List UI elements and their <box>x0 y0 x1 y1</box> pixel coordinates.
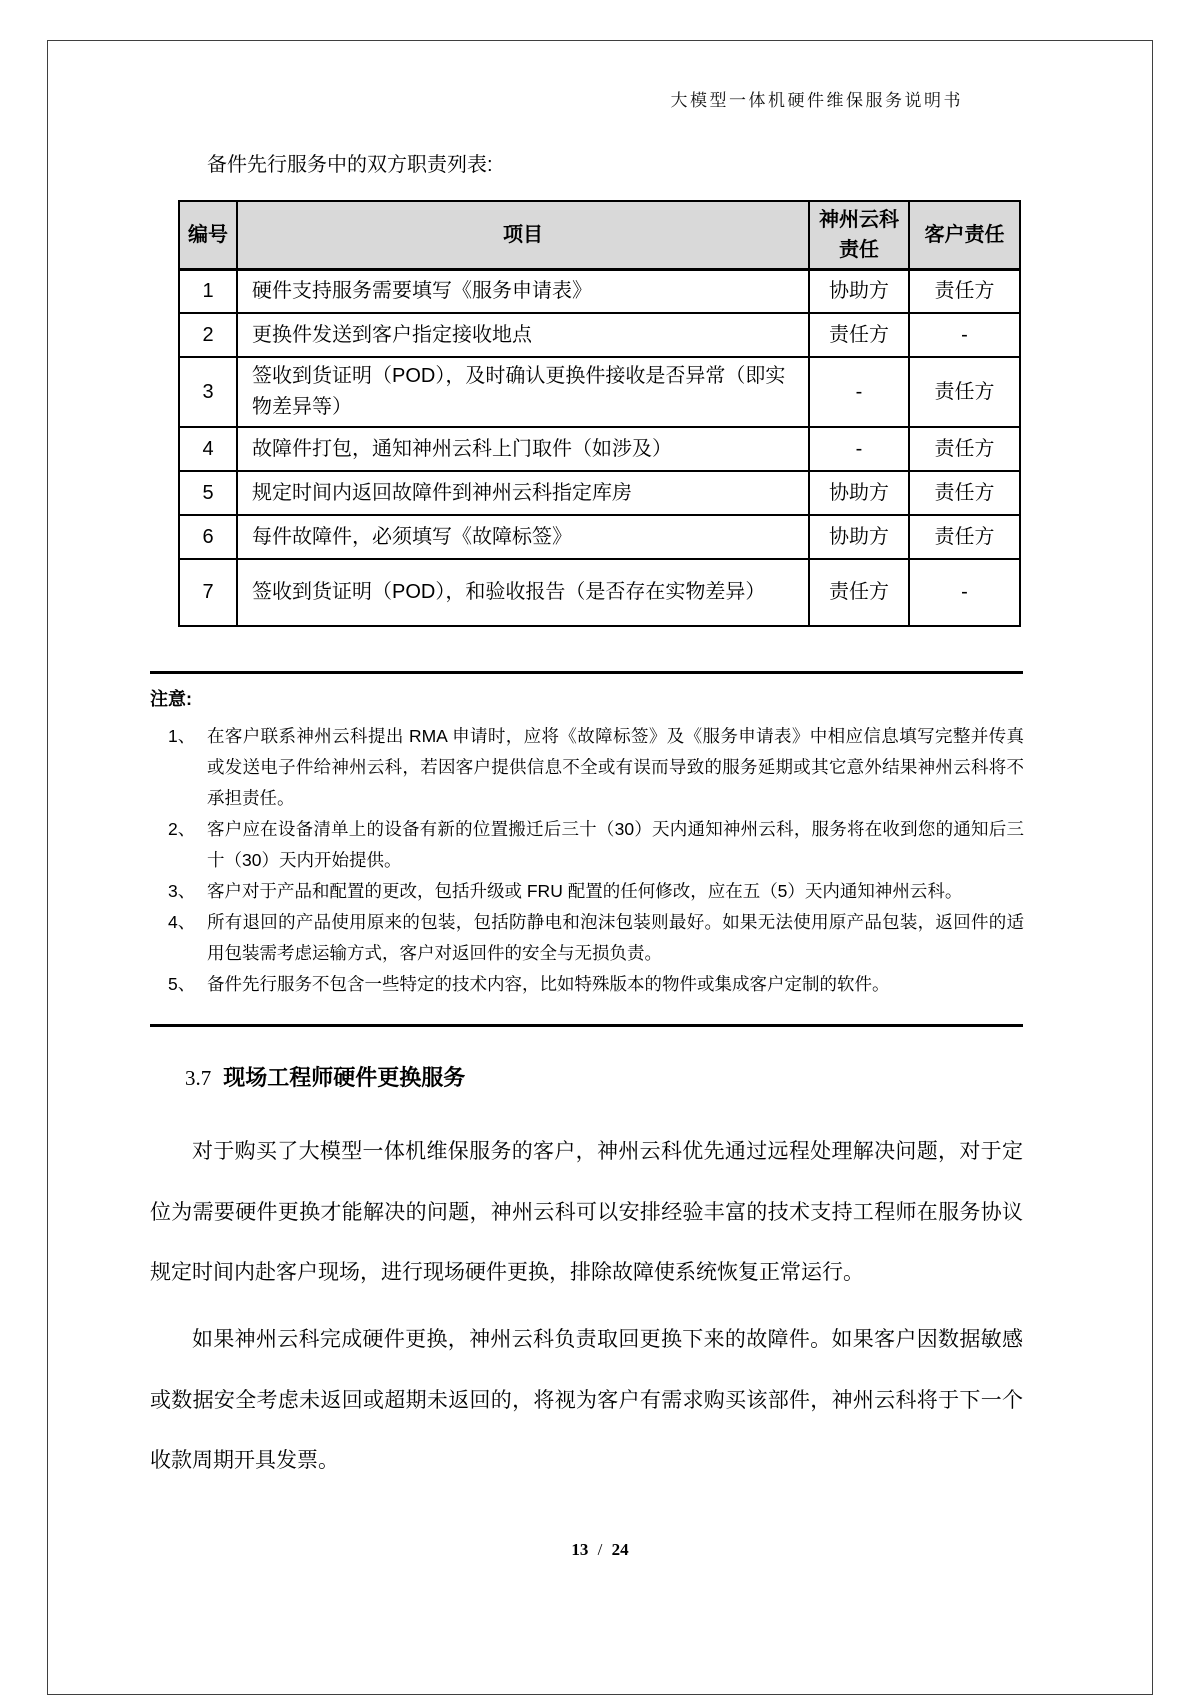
divider-line-top <box>150 671 1023 674</box>
cell-item: 每件故障件，必须填写《故障标签》 <box>237 515 809 559</box>
cell-dck: 协助方 <box>809 515 909 559</box>
cell-customer: - <box>909 559 1020 626</box>
note-text: 客户对于产品和配置的更改，包括升级或 FRU 配置的任何修改，应在五（5）天内通知神州云科。 <box>207 881 963 901</box>
note-item <box>150 907 1024 969</box>
cell-customer: 责任方 <box>909 269 1020 313</box>
responsibility-table <box>178 200 1021 627</box>
header-dck-line1: 神州云科 <box>819 208 899 231</box>
note-text: 在客户联系神州云科提出 RMA 申请时，应将《故障标签》及《服务申请表》中相应信息填写完整并传真或发送电子件给神州云科，若因客户提供信息不全或有误而导致的服务延期或其它意外结果神州云科将不承担责任。 <box>207 726 1024 808</box>
cell-customer: 责任方 <box>909 357 1020 427</box>
table-row <box>179 269 1020 313</box>
note-number: 2、 <box>168 819 196 839</box>
divider-line-bottom <box>150 1024 1023 1027</box>
cell-dck: 责任方 <box>809 559 909 626</box>
cell-item: 签收到货证明（POD），和验收报告（是否存在实物差异） <box>237 559 809 626</box>
note-text: 备件先行服务不包含一些特定的技术内容，比如特殊版本的物件或集成客户定制的软件。 <box>207 974 890 994</box>
cell-dck: - <box>809 427 909 471</box>
note-item <box>150 721 1024 814</box>
header-dck-responsibility <box>809 201 909 269</box>
table-row <box>179 313 1020 357</box>
header-customer-responsibility: 客户责任 <box>909 201 1020 269</box>
note-number: 4、 <box>168 912 196 932</box>
cell-item: 更换件发送到客户指定接收地点 <box>237 313 809 357</box>
notes-label: 注意: <box>150 689 192 709</box>
note-item <box>150 876 1024 907</box>
cell-customer: 责任方 <box>909 471 1020 515</box>
table-caption: 备件先行服务中的双方职责列表: <box>207 154 493 176</box>
note-number: 1、 <box>168 726 196 746</box>
cell-dck: 协助方 <box>809 269 909 313</box>
header-no: 编号 <box>179 201 237 269</box>
cell-no: 7 <box>179 559 237 626</box>
table-row <box>179 471 1020 515</box>
section-number: 3.7 <box>185 1066 212 1090</box>
table-row <box>179 515 1020 559</box>
cell-customer: 责任方 <box>909 427 1020 471</box>
note-text: 客户应在设备清单上的设备有新的位置搬迁后三十（30）天内通知神州云科，服务将在收到您的通知后三十（30）天内开始提供。 <box>207 819 1024 870</box>
cell-customer: 责任方 <box>909 515 1020 559</box>
page-number-current: 13 <box>571 1540 589 1559</box>
note-number: 5、 <box>168 974 196 994</box>
table-row <box>179 357 1020 427</box>
cell-no: 2 <box>179 313 237 357</box>
section-title: 现场工程师硬件更换服务 <box>223 1065 466 1090</box>
note-text: 所有退回的产品使用原来的包装，包括防静电和泡沫包装则最好。如果无法使用原产品包装，返回件的适用包装需考虑运输方式，客户对返回件的安全与无损负责。 <box>207 912 1024 963</box>
section-heading <box>185 1061 465 1092</box>
page-number-total: 24 <box>611 1540 629 1559</box>
header-item: 项目 <box>237 201 809 269</box>
cell-item: 故障件打包，通知神州云科上门取件（如涉及） <box>237 427 809 471</box>
cell-item: 签收到货证明（POD），及时确认更换件接收是否异常（即实物差异等） <box>237 357 809 427</box>
note-item <box>150 814 1024 876</box>
cell-dck: 责任方 <box>809 313 909 357</box>
cell-no: 3 <box>179 357 237 427</box>
cell-dck: - <box>809 357 909 427</box>
cell-item: 规定时间内返回故障件到神州云科指定库房 <box>237 471 809 515</box>
body-paragraph: 如果神州云科完成硬件更换，神州云科负责取回更换下来的故障件。如果客户因数据敏感或数据安全考虑未返回或超期未返回的，将视为客户有需求购买该部件，神州云科将于下一个收款周期开具发票。 <box>150 1328 1023 1472</box>
cell-no: 5 <box>179 471 237 515</box>
cell-no: 6 <box>179 515 237 559</box>
page-footer <box>0 1540 1200 1560</box>
cell-no: 4 <box>179 427 237 471</box>
note-item <box>150 969 1024 1000</box>
table-row <box>179 427 1020 471</box>
body-paragraph: 对于购买了大模型一体机维保服务的客户，神州云科优先通过远程处理解决问题，对于定位为需要硬件更换才能解决的问题，神州云科可以安排经验丰富的技术支持工程师在服务协议规定时间内赴客户现场，进行现场硬件更换，排除故障使系统恢复正常运行。 <box>150 1140 1023 1284</box>
page-number-separator: / <box>597 1540 603 1559</box>
note-number: 3、 <box>168 881 196 901</box>
cell-item: 硬件支持服务需要填写《服务申请表》 <box>237 269 809 313</box>
table-row <box>179 559 1020 626</box>
running-header-title: 大模型一体机硬件维保服务说明书 <box>670 91 963 110</box>
cell-dck: 协助方 <box>809 471 909 515</box>
header-dck-line2: 责任 <box>839 238 879 261</box>
cell-customer: - <box>909 313 1020 357</box>
table-header-row <box>179 201 1020 269</box>
notes-section <box>150 684 1024 1000</box>
cell-no: 1 <box>179 269 237 313</box>
